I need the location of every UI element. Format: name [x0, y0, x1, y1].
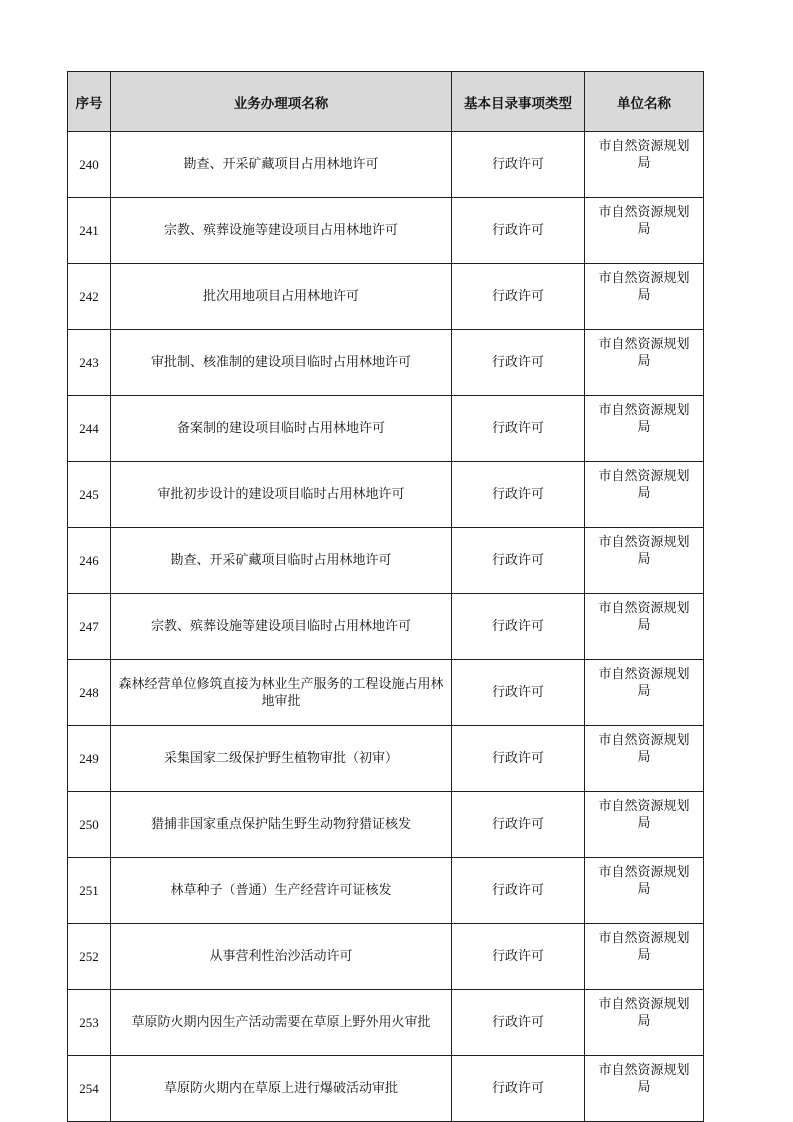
row-number: 242: [68, 264, 111, 330]
item-name: 宗教、殡葬设施等建设项目占用林地许可: [111, 198, 452, 264]
unit-name: 市自然资源规划局: [585, 132, 704, 198]
unit-name: 市自然资源规划局: [585, 330, 704, 396]
table-row: [68, 1056, 704, 1122]
table-header: [68, 72, 704, 132]
item-type: 行政许可: [452, 858, 585, 924]
header-type: 基本目录事项类型: [452, 72, 585, 132]
table-row: [68, 132, 704, 198]
item-name: 审批初步设计的建设项目临时占用林地许可: [111, 462, 452, 528]
item-type: 行政许可: [452, 198, 585, 264]
item-name: 批次用地项目占用林地许可: [111, 264, 452, 330]
item-type: 行政许可: [452, 924, 585, 990]
table-row: [68, 462, 704, 528]
header-no: 序号: [68, 72, 111, 132]
header-row: [68, 72, 704, 132]
item-name: 猎捕非国家重点保护陆生野生动物狩猎证核发: [111, 792, 452, 858]
table-row: [68, 594, 704, 660]
unit-name: 市自然资源规划局: [585, 264, 704, 330]
unit-name: 市自然资源规划局: [585, 924, 704, 990]
item-name: 勘查、开采矿藏项目占用林地许可: [111, 132, 452, 198]
item-type: 行政许可: [452, 1056, 585, 1122]
item-name: 从事营利性治沙活动许可: [111, 924, 452, 990]
item-type: 行政许可: [452, 132, 585, 198]
table-row: [68, 792, 704, 858]
item-type: 行政许可: [452, 330, 585, 396]
item-name: 宗教、殡葬设施等建设项目临时占用林地许可: [111, 594, 452, 660]
item-type: 行政许可: [452, 528, 585, 594]
item-type: 行政许可: [452, 396, 585, 462]
row-number: 241: [68, 198, 111, 264]
unit-name: 市自然资源规划局: [585, 792, 704, 858]
row-number: 245: [68, 462, 111, 528]
unit-name: 市自然资源规划局: [585, 198, 704, 264]
table-row: [68, 264, 704, 330]
item-name: 林草种子（普通）生产经营许可证核发: [111, 858, 452, 924]
row-number: 249: [68, 726, 111, 792]
table-row: [68, 396, 704, 462]
item-name: 森林经营单位修筑直接为林业生产服务的工程设施占用林地审批: [111, 660, 452, 726]
item-name: 审批制、核准制的建设项目临时占用林地许可: [111, 330, 452, 396]
table-row: [68, 924, 704, 990]
item-type: 行政许可: [452, 792, 585, 858]
item-name: 备案制的建设项目临时占用林地许可: [111, 396, 452, 462]
table-body: [68, 132, 704, 1122]
unit-name: 市自然资源规划局: [585, 990, 704, 1056]
row-number: 240: [68, 132, 111, 198]
item-name: 草原防火期内因生产活动需要在草原上野外用火审批: [111, 990, 452, 1056]
unit-name: 市自然资源规划局: [585, 660, 704, 726]
table-row: [68, 198, 704, 264]
item-type: 行政许可: [452, 264, 585, 330]
unit-name: 市自然资源规划局: [585, 528, 704, 594]
header-name: 业务办理项名称: [111, 72, 452, 132]
item-type: 行政许可: [452, 462, 585, 528]
item-name: 草原防火期内在草原上进行爆破活动审批: [111, 1056, 452, 1122]
row-number: 253: [68, 990, 111, 1056]
unit-name: 市自然资源规划局: [585, 396, 704, 462]
item-type: 行政许可: [452, 726, 585, 792]
item-type: 行政许可: [452, 990, 585, 1056]
unit-name: 市自然资源规划局: [585, 462, 704, 528]
row-number: 247: [68, 594, 111, 660]
row-number: 250: [68, 792, 111, 858]
unit-name: 市自然资源规划局: [585, 1056, 704, 1122]
table-row: [68, 726, 704, 792]
row-number: 254: [68, 1056, 111, 1122]
table-row: [68, 528, 704, 594]
unit-name: 市自然资源规划局: [585, 594, 704, 660]
table-row: [68, 660, 704, 726]
row-number: 252: [68, 924, 111, 990]
table-row: [68, 858, 704, 924]
row-number: 244: [68, 396, 111, 462]
item-name: 勘查、开采矿藏项目临时占用林地许可: [111, 528, 452, 594]
row-number: 243: [68, 330, 111, 396]
row-number: 248: [68, 660, 111, 726]
unit-name: 市自然资源规划局: [585, 858, 704, 924]
header-unit: 单位名称: [585, 72, 704, 132]
row-number: 246: [68, 528, 111, 594]
item-type: 行政许可: [452, 660, 585, 726]
item-name: 采集国家二级保护野生植物审批（初审）: [111, 726, 452, 792]
unit-name: 市自然资源规划局: [585, 726, 704, 792]
item-type: 行政许可: [452, 594, 585, 660]
row-number: 251: [68, 858, 111, 924]
table-row: [68, 330, 704, 396]
table-row: [68, 990, 704, 1056]
services-table: [67, 71, 704, 1122]
